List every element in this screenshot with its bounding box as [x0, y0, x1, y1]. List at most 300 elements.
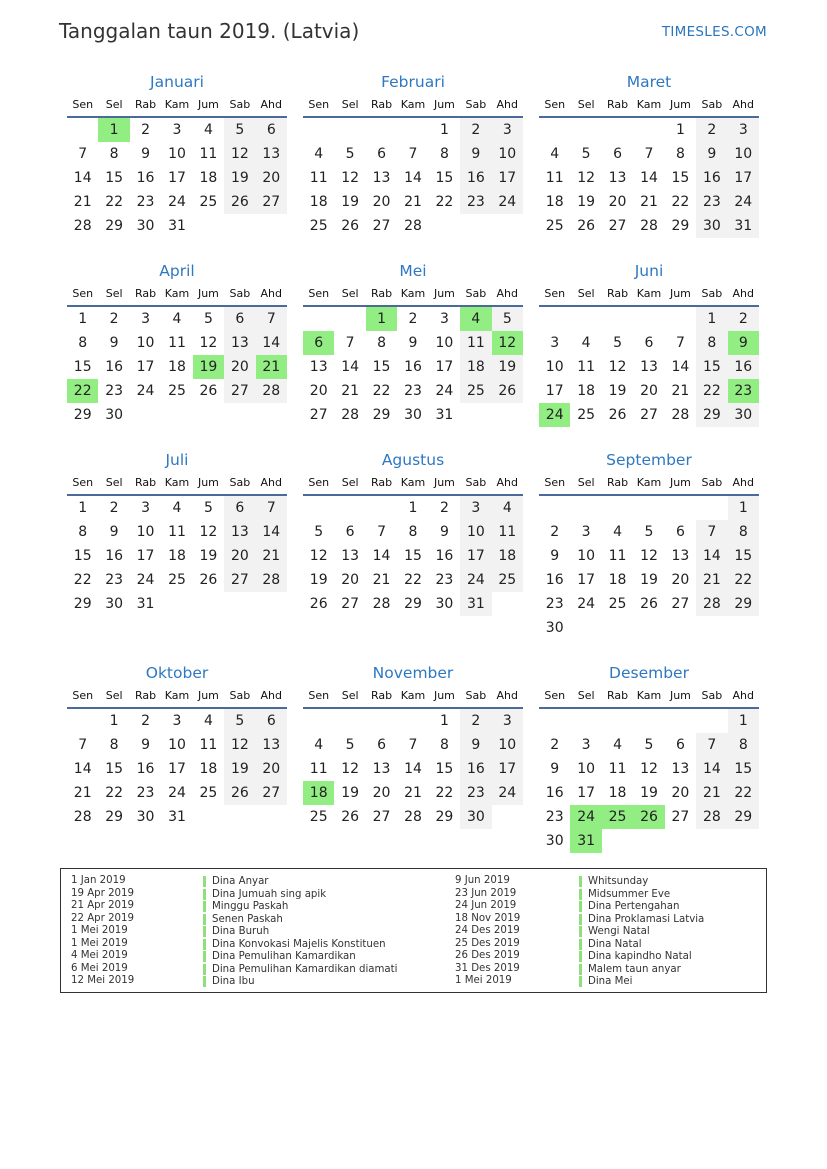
day-cell[interactable]: 5	[581, 146, 591, 162]
day-cell[interactable]: 19	[199, 548, 218, 564]
day-cell[interactable]: 7	[78, 146, 88, 162]
day-cell[interactable]: 16	[545, 785, 564, 801]
day-cell[interactable]: 17	[492, 757, 523, 781]
day-cell[interactable]: 10	[492, 142, 523, 166]
day-cell[interactable]: 6	[675, 737, 685, 753]
day-cell[interactable]: 2	[460, 118, 491, 142]
day-cell[interactable]: 5	[644, 737, 654, 753]
day-cell[interactable]: 28	[696, 805, 727, 829]
day-cell[interactable]: 16	[404, 359, 422, 375]
day-cell[interactable]: 20	[372, 194, 391, 210]
day-cell[interactable]: 8	[408, 524, 418, 540]
day-cell[interactable]: 5	[203, 500, 213, 516]
day-cell[interactable]: 19	[640, 572, 658, 588]
day-cell[interactable]: 18	[492, 544, 523, 568]
day-cell[interactable]: 3	[460, 496, 491, 520]
day-cell[interactable]: 21	[73, 194, 92, 210]
day-cell[interactable]: 11	[608, 761, 627, 777]
day-cell[interactable]: 26	[640, 596, 658, 612]
day-cell[interactable]: 9	[141, 146, 151, 162]
day-cell[interactable]: 8	[109, 146, 119, 162]
day-cell[interactable]: 29	[671, 218, 690, 234]
day-cell[interactable]: 30	[435, 596, 454, 612]
day-cell[interactable]: 22	[696, 379, 727, 403]
day-cell[interactable]: 6	[377, 146, 387, 162]
day-cell[interactable]: 27	[256, 190, 287, 214]
day-cell[interactable]: 28	[671, 407, 690, 423]
day-cell[interactable]: 21	[73, 785, 92, 801]
day-cell[interactable]: 27	[256, 781, 287, 805]
day-cell[interactable]: 6	[224, 307, 255, 331]
day-cell[interactable]: 20	[256, 757, 287, 781]
day-cell[interactable]: 12	[608, 359, 627, 375]
day-cell[interactable]: 3	[172, 122, 182, 138]
day-cell[interactable]: 13	[224, 331, 255, 355]
day-cell[interactable]: 20	[671, 572, 690, 588]
day-cell[interactable]: 2	[439, 500, 449, 516]
day-cell[interactable]: 26	[224, 190, 255, 214]
day-cell[interactable]: 13	[372, 170, 391, 186]
day-cell[interactable]: 24	[168, 194, 186, 210]
day-cell[interactable]: 17	[435, 359, 454, 375]
day-cell[interactable]: 26	[199, 383, 218, 399]
day-cell[interactable]: 15	[105, 761, 124, 777]
day-cell[interactable]: 29	[105, 218, 124, 234]
day-cell[interactable]: 12	[341, 761, 360, 777]
day-cell[interactable]: 28	[256, 379, 287, 403]
day-cell[interactable]: 7	[256, 496, 287, 520]
day-cell[interactable]: 5	[345, 146, 355, 162]
day-cell[interactable]: 18	[168, 359, 186, 375]
day-cell[interactable]: 16	[728, 355, 759, 379]
holiday-day-cell[interactable]: 1	[98, 118, 129, 142]
day-cell[interactable]: 29	[105, 809, 124, 825]
day-cell[interactable]: 4	[613, 524, 623, 540]
day-cell[interactable]: 1	[675, 122, 685, 138]
day-cell[interactable]: 1	[728, 709, 759, 733]
day-cell[interactable]: 25	[608, 596, 627, 612]
day-cell[interactable]: 10	[545, 359, 564, 375]
day-cell[interactable]: 23	[460, 781, 491, 805]
day-cell[interactable]: 13	[224, 520, 255, 544]
holiday-day-cell[interactable]: 1	[366, 307, 397, 331]
day-cell[interactable]: 6	[377, 737, 387, 753]
day-cell[interactable]: 13	[256, 733, 287, 757]
day-cell[interactable]: 28	[73, 218, 92, 234]
day-cell[interactable]: 31	[728, 214, 759, 238]
day-cell[interactable]: 24	[728, 190, 759, 214]
day-cell[interactable]: 25	[199, 785, 218, 801]
day-cell[interactable]: 27	[608, 218, 627, 234]
day-cell[interactable]: 30	[404, 407, 422, 423]
day-cell[interactable]: 3	[550, 335, 560, 351]
holiday-day-cell[interactable]: 18	[303, 781, 334, 805]
day-cell[interactable]: 16	[435, 548, 454, 564]
day-cell[interactable]: 19	[577, 194, 596, 210]
day-cell[interactable]: 11	[199, 737, 218, 753]
day-cell[interactable]: 15	[372, 359, 391, 375]
day-cell[interactable]: 16	[460, 757, 491, 781]
day-cell[interactable]: 14	[671, 359, 690, 375]
day-cell[interactable]: 8	[78, 335, 88, 351]
day-cell[interactable]: 2	[728, 307, 759, 331]
day-cell[interactable]: 10	[136, 335, 155, 351]
day-cell[interactable]: 10	[728, 142, 759, 166]
day-cell[interactable]: 9	[408, 335, 418, 351]
day-cell[interactable]: 4	[203, 122, 213, 138]
day-cell[interactable]: 16	[105, 548, 124, 564]
day-cell[interactable]: 22	[728, 568, 759, 592]
day-cell[interactable]: 25	[199, 194, 218, 210]
day-cell[interactable]: 27	[640, 407, 658, 423]
day-cell[interactable]: 11	[545, 170, 564, 186]
day-cell[interactable]: 1	[439, 713, 449, 729]
day-cell[interactable]: 28	[696, 592, 727, 616]
day-cell[interactable]: 22	[404, 572, 422, 588]
day-cell[interactable]: 19	[224, 166, 255, 190]
day-cell[interactable]: 21	[696, 781, 727, 805]
day-cell[interactable]: 2	[141, 713, 151, 729]
day-cell[interactable]: 14	[341, 359, 360, 375]
day-cell[interactable]: 9	[109, 524, 119, 540]
day-cell[interactable]: 26	[341, 809, 360, 825]
day-cell[interactable]: 18	[608, 785, 627, 801]
day-cell[interactable]: 29	[728, 592, 759, 616]
day-cell[interactable]: 4	[492, 496, 523, 520]
holiday-day-cell[interactable]: 26	[633, 805, 664, 829]
day-cell[interactable]: 3	[728, 118, 759, 142]
holiday-day-cell[interactable]: 23	[728, 379, 759, 403]
day-cell[interactable]: 4	[581, 335, 591, 351]
day-cell[interactable]: 1	[696, 307, 727, 331]
day-cell[interactable]: 15	[73, 548, 92, 564]
day-cell[interactable]: 25	[168, 383, 186, 399]
holiday-day-cell[interactable]: 24	[570, 805, 601, 829]
day-cell[interactable]: 23	[105, 383, 124, 399]
day-cell[interactable]: 12	[309, 548, 328, 564]
day-cell[interactable]: 14	[404, 170, 422, 186]
day-cell[interactable]: 14	[404, 761, 422, 777]
day-cell[interactable]: 15	[435, 170, 454, 186]
day-cell[interactable]: 18	[199, 170, 218, 186]
day-cell[interactable]: 7	[78, 737, 88, 753]
day-cell[interactable]: 7	[696, 520, 727, 544]
day-cell[interactable]: 15	[404, 548, 422, 564]
day-cell[interactable]: 12	[640, 548, 658, 564]
day-cell[interactable]: 7	[644, 146, 654, 162]
day-cell[interactable]: 6	[644, 335, 654, 351]
day-cell[interactable]: 23	[696, 190, 727, 214]
day-cell[interactable]: 11	[460, 331, 491, 355]
day-cell[interactable]: 13	[671, 761, 690, 777]
day-cell[interactable]: 31	[168, 809, 186, 825]
day-cell[interactable]: 11	[199, 146, 218, 162]
day-cell[interactable]: 9	[696, 142, 727, 166]
day-cell[interactable]: 7	[675, 335, 685, 351]
day-cell[interactable]: 18	[577, 383, 596, 399]
day-cell[interactable]: 30	[136, 218, 155, 234]
day-cell[interactable]: 10	[492, 733, 523, 757]
day-cell[interactable]: 27	[309, 407, 328, 423]
day-cell[interactable]: 6	[224, 496, 255, 520]
day-cell[interactable]: 3	[492, 118, 523, 142]
holiday-day-cell[interactable]: 6	[303, 331, 334, 355]
day-cell[interactable]: 26	[224, 781, 255, 805]
day-cell[interactable]: 29	[73, 407, 92, 423]
day-cell[interactable]: 20	[372, 785, 391, 801]
day-cell[interactable]: 27	[671, 596, 690, 612]
day-cell[interactable]: 22	[105, 194, 124, 210]
day-cell[interactable]: 13	[671, 548, 690, 564]
day-cell[interactable]: 24	[492, 190, 523, 214]
day-cell[interactable]: 4	[613, 737, 623, 753]
day-cell[interactable]: 1	[439, 122, 449, 138]
day-cell[interactable]: 17	[168, 761, 186, 777]
day-cell[interactable]: 4	[550, 146, 560, 162]
day-cell[interactable]: 10	[168, 737, 186, 753]
day-cell[interactable]: 31	[460, 592, 491, 616]
day-cell[interactable]: 20	[224, 544, 255, 568]
day-cell[interactable]: 30	[105, 407, 124, 423]
day-cell[interactable]: 27	[671, 809, 690, 825]
day-cell[interactable]: 11	[168, 335, 186, 351]
day-cell[interactable]: 18	[168, 548, 186, 564]
day-cell[interactable]: 8	[728, 520, 759, 544]
day-cell[interactable]: 31	[168, 218, 186, 234]
day-cell[interactable]: 22	[671, 194, 690, 210]
day-cell[interactable]: 25	[460, 379, 491, 403]
day-cell[interactable]: 29	[372, 407, 391, 423]
day-cell[interactable]: 5	[203, 311, 213, 327]
day-cell[interactable]: 27	[224, 379, 255, 403]
day-cell[interactable]: 15	[671, 170, 690, 186]
day-cell[interactable]: 1	[109, 713, 119, 729]
day-cell[interactable]: 10	[577, 548, 596, 564]
day-cell[interactable]: 22	[372, 383, 391, 399]
day-cell[interactable]: 27	[224, 568, 255, 592]
holiday-day-cell[interactable]: 31	[570, 829, 601, 853]
day-cell[interactable]: 12	[341, 170, 360, 186]
day-cell[interactable]: 21	[341, 383, 360, 399]
day-cell[interactable]: 23	[545, 809, 564, 825]
day-cell[interactable]: 7	[377, 524, 387, 540]
day-cell[interactable]: 3	[581, 524, 591, 540]
day-cell[interactable]: 23	[435, 572, 454, 588]
day-cell[interactable]: 14	[73, 761, 92, 777]
day-cell[interactable]: 17	[577, 785, 596, 801]
day-cell[interactable]: 16	[460, 166, 491, 190]
day-cell[interactable]: 28	[341, 407, 360, 423]
day-cell[interactable]: 17	[728, 166, 759, 190]
day-cell[interactable]: 1	[728, 496, 759, 520]
day-cell[interactable]: 20	[341, 572, 360, 588]
day-cell[interactable]: 9	[141, 737, 151, 753]
day-cell[interactable]: 20	[224, 355, 255, 379]
day-cell[interactable]: 25	[309, 218, 328, 234]
day-cell[interactable]: 3	[141, 311, 151, 327]
day-cell[interactable]: 24	[168, 785, 186, 801]
day-cell[interactable]: 19	[341, 785, 360, 801]
day-cell[interactable]: 25	[168, 572, 186, 588]
day-cell[interactable]: 1	[78, 311, 88, 327]
day-cell[interactable]: 9	[550, 761, 560, 777]
day-cell[interactable]: 4	[314, 737, 324, 753]
day-cell[interactable]: 12	[224, 733, 255, 757]
day-cell[interactable]: 17	[136, 548, 155, 564]
day-cell[interactable]: 20	[309, 383, 328, 399]
day-cell[interactable]: 28	[640, 218, 658, 234]
brand-link[interactable]: TIMESLES.COM	[661, 24, 767, 40]
day-cell[interactable]: 4	[314, 146, 324, 162]
day-cell[interactable]: 21	[671, 383, 690, 399]
day-cell[interactable]: 10	[435, 335, 454, 351]
day-cell[interactable]: 14	[696, 757, 727, 781]
day-cell[interactable]: 17	[168, 170, 186, 186]
day-cell[interactable]: 12	[640, 761, 658, 777]
day-cell[interactable]: 9	[439, 524, 449, 540]
day-cell[interactable]: 15	[435, 761, 454, 777]
day-cell[interactable]: 15	[728, 544, 759, 568]
day-cell[interactable]: 29	[404, 596, 422, 612]
day-cell[interactable]: 6	[256, 118, 287, 142]
day-cell[interactable]: 31	[435, 407, 454, 423]
day-cell[interactable]: 6	[613, 146, 623, 162]
day-cell[interactable]: 28	[404, 218, 422, 234]
day-cell[interactable]: 13	[372, 761, 391, 777]
day-cell[interactable]: 19	[608, 383, 627, 399]
day-cell[interactable]: 2	[696, 118, 727, 142]
day-cell[interactable]: 13	[341, 548, 360, 564]
day-cell[interactable]: 23	[545, 596, 564, 612]
holiday-day-cell[interactable]: 4	[460, 307, 491, 331]
day-cell[interactable]: 19	[341, 194, 360, 210]
day-cell[interactable]: 2	[460, 709, 491, 733]
day-cell[interactable]: 11	[309, 170, 328, 186]
day-cell[interactable]: 16	[136, 761, 155, 777]
day-cell[interactable]: 27	[372, 809, 391, 825]
day-cell[interactable]: 5	[345, 737, 355, 753]
day-cell[interactable]: 8	[78, 524, 88, 540]
day-cell[interactable]: 23	[136, 785, 155, 801]
day-cell[interactable]: 18	[608, 572, 627, 588]
day-cell[interactable]: 12	[224, 142, 255, 166]
day-cell[interactable]: 2	[109, 311, 119, 327]
holiday-day-cell[interactable]: 24	[539, 403, 570, 427]
day-cell[interactable]: 17	[136, 359, 155, 375]
day-cell[interactable]: 4	[172, 311, 182, 327]
day-cell[interactable]: 28	[73, 809, 92, 825]
day-cell[interactable]: 5	[314, 524, 324, 540]
holiday-day-cell[interactable]: 22	[67, 379, 98, 403]
day-cell[interactable]: 5	[224, 118, 255, 142]
day-cell[interactable]: 9	[460, 733, 491, 757]
day-cell[interactable]: 20	[671, 785, 690, 801]
day-cell[interactable]: 1	[78, 500, 88, 516]
day-cell[interactable]: 7	[408, 737, 418, 753]
day-cell[interactable]: 26	[309, 596, 328, 612]
day-cell[interactable]: 21	[404, 785, 422, 801]
day-cell[interactable]: 30	[696, 214, 727, 238]
day-cell[interactable]: 24	[136, 572, 155, 588]
day-cell[interactable]: 16	[545, 572, 564, 588]
day-cell[interactable]: 25	[492, 568, 523, 592]
day-cell[interactable]: 18	[460, 355, 491, 379]
day-cell[interactable]: 7	[696, 733, 727, 757]
day-cell[interactable]: 24	[492, 781, 523, 805]
day-cell[interactable]: 14	[640, 170, 658, 186]
day-cell[interactable]: 8	[377, 335, 387, 351]
day-cell[interactable]: 29	[435, 809, 454, 825]
day-cell[interactable]: 11	[492, 520, 523, 544]
day-cell[interactable]: 25	[577, 407, 596, 423]
day-cell[interactable]: 24	[435, 383, 454, 399]
day-cell[interactable]: 26	[492, 379, 523, 403]
day-cell[interactable]: 12	[199, 524, 218, 540]
day-cell[interactable]: 16	[105, 359, 124, 375]
day-cell[interactable]: 14	[372, 548, 391, 564]
day-cell[interactable]: 22	[728, 781, 759, 805]
day-cell[interactable]: 1	[408, 500, 418, 516]
day-cell[interactable]: 15	[728, 757, 759, 781]
day-cell[interactable]: 15	[105, 170, 124, 186]
day-cell[interactable]: 7	[345, 335, 355, 351]
day-cell[interactable]: 13	[608, 170, 627, 186]
day-cell[interactable]: 16	[136, 170, 155, 186]
day-cell[interactable]: 9	[460, 142, 491, 166]
day-cell[interactable]: 30	[105, 596, 124, 612]
day-cell[interactable]: 8	[439, 737, 449, 753]
day-cell[interactable]: 20	[608, 194, 627, 210]
holiday-day-cell[interactable]: 12	[492, 331, 523, 355]
day-cell[interactable]: 14	[256, 520, 287, 544]
day-cell[interactable]: 25	[309, 809, 328, 825]
day-cell[interactable]: 16	[696, 166, 727, 190]
day-cell[interactable]: 10	[136, 524, 155, 540]
day-cell[interactable]: 9	[550, 548, 560, 564]
day-cell[interactable]: 24	[577, 596, 596, 612]
day-cell[interactable]: 20	[640, 383, 658, 399]
day-cell[interactable]: 10	[168, 146, 186, 162]
day-cell[interactable]: 17	[577, 572, 596, 588]
day-cell[interactable]: 12	[577, 170, 596, 186]
day-cell[interactable]: 30	[545, 620, 564, 636]
day-cell[interactable]: 8	[728, 733, 759, 757]
day-cell[interactable]: 14	[696, 544, 727, 568]
day-cell[interactable]: 11	[608, 548, 627, 564]
day-cell[interactable]: 3	[581, 737, 591, 753]
day-cell[interactable]: 5	[492, 307, 523, 331]
day-cell[interactable]: 18	[545, 194, 564, 210]
day-cell[interactable]: 13	[256, 142, 287, 166]
day-cell[interactable]: 11	[168, 524, 186, 540]
day-cell[interactable]: 13	[309, 359, 328, 375]
day-cell[interactable]: 7	[408, 146, 418, 162]
day-cell[interactable]: 30	[460, 805, 491, 829]
day-cell[interactable]: 8	[696, 331, 727, 355]
day-cell[interactable]: 3	[172, 713, 182, 729]
day-cell[interactable]: 17	[545, 383, 564, 399]
day-cell[interactable]: 19	[492, 355, 523, 379]
day-cell[interactable]: 3	[141, 500, 151, 516]
holiday-day-cell[interactable]: 25	[602, 805, 633, 829]
day-cell[interactable]: 26	[199, 572, 218, 588]
day-cell[interactable]: 12	[199, 335, 218, 351]
day-cell[interactable]: 24	[136, 383, 155, 399]
day-cell[interactable]: 21	[640, 194, 658, 210]
day-cell[interactable]: 20	[256, 166, 287, 190]
day-cell[interactable]: 24	[460, 568, 491, 592]
day-cell[interactable]: 26	[341, 218, 360, 234]
